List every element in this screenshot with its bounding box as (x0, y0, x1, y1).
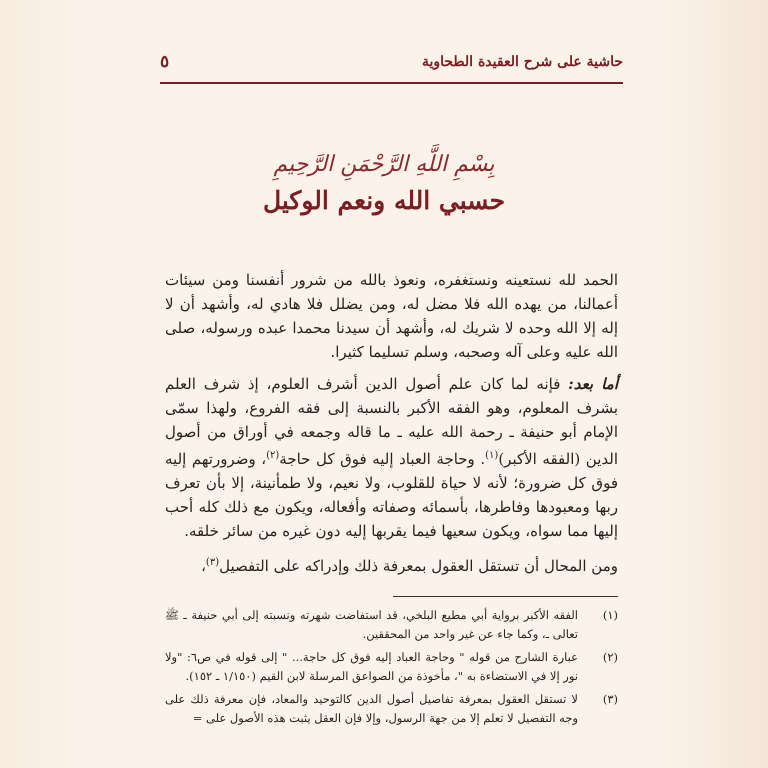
paragraph-text: ، وضرورتهم إليه فوق كل ضرورة؛ لأنه لا حياة للقلوب، ولا نعيم، ولا طمأنينة، إلا بأن تعرف ربها ومعبودها وفاطرها، بأسمائه وصفاته وأفعاله، ويكون مع ذلك كله أحب إليها مما سواه، ويكون سعيها فيما يقربها إليه دون غيره من سائر خلقه. (165, 450, 618, 540)
page-header (160, 44, 623, 80)
opening-heading: حسبي الله ونعم الوكيل (262, 186, 506, 215)
paragraph-text: ومن المحال أن تستقل العقول بمعرفة ذلك وإدراكه على التفصيل (219, 557, 618, 575)
footnote-number: (١) (602, 608, 618, 622)
continuation-mark: = (192, 711, 203, 725)
main-text (165, 268, 618, 586)
page-number: ٥ (160, 52, 170, 72)
footnote-text: عبارة الشارح من قوله " وحاجة العباد إليه فوق كل حاجة... " إلى قوله في ص٦: "ولا نور إلا في الاستضاءة به "، مأخوذة من الصواعق المرسلة لابن القيم (١/١٥٠ ـ ١٥٢). (165, 650, 578, 683)
footnote-2 (165, 648, 618, 686)
paragraph-text: . وحاجة العباد إليه فوق كل حاجة (279, 450, 486, 468)
amma-bad-lead: أما بعد: (568, 375, 618, 393)
footnote-number: (٣) (602, 692, 618, 706)
running-title: حاشية على شرح العقيدة الطحاوية (421, 54, 623, 70)
paragraph-praise: الحمد لله نستعينه ونستغفره، ونعوذ بالله من شرور أنفسنا ومن سيئات أعمالنا، من يهده الله فلا مضل له، ومن يضلل فلا هادي له، وأشهد أن لا إله إلا الله وحده لا شريك له، وأشهد أن سيدنا محمدا عبده ورسوله، صلى الله عليه وعلى آله وصحبه، وسلم تسليما كثيرا. (165, 271, 618, 361)
footnote-number: (٢) (602, 650, 618, 664)
footnotes (165, 606, 618, 732)
footnote-1 (165, 606, 618, 644)
paragraph-text: ، (201, 557, 206, 575)
header-divider (160, 82, 623, 84)
footnote-text (165, 690, 578, 728)
paragraph-intellect (165, 551, 618, 578)
footnote-3 (165, 690, 618, 728)
paragraph-text: فإنه لما كان علم أصول الدين أشرف العلوم، إذ شرف العلم بشرف المعلوم، وهو الفقه الأكبر بالنسبة إلى فقه الفروع، ولهذا سمّى الإمام أبو حنيفة ـ رحمة الله عليه ـ ما قاله وجمعه في أوراق من أصول الدين (الفقه الأكبر) (165, 375, 618, 468)
footnote-divider (393, 596, 618, 597)
footnote-text-body: لا تستقل العقول بمعرفة تفاصيل أصول الدين كالتوحيد والمعاد، فإن معرفة ذلك على وجه التفصيل لا تعلم إلا من جهة الرسول، وإلا فإن العقل يثبت هذه الأصول على (165, 692, 578, 725)
basmala: بِسْمِ اللَّهِ الرَّحْمَنِ الرَّحِيمِ (273, 152, 495, 177)
footnote-ref-2[interactable]: (٢) (266, 450, 280, 461)
footnote-ref-3[interactable]: (٣) (205, 557, 220, 568)
footnote-text: الفقه الأكبر برواية أبي مطيع البلخي، قد استفاضت شهرته ونسبته إلى أبي حنيفة ـ ﷺ تعالى ـ، وكما جاء عن غير واحد من المحققين. (165, 608, 578, 641)
paragraph-amma-bad (165, 372, 618, 543)
footnote-ref-1[interactable]: (١) (485, 450, 499, 461)
